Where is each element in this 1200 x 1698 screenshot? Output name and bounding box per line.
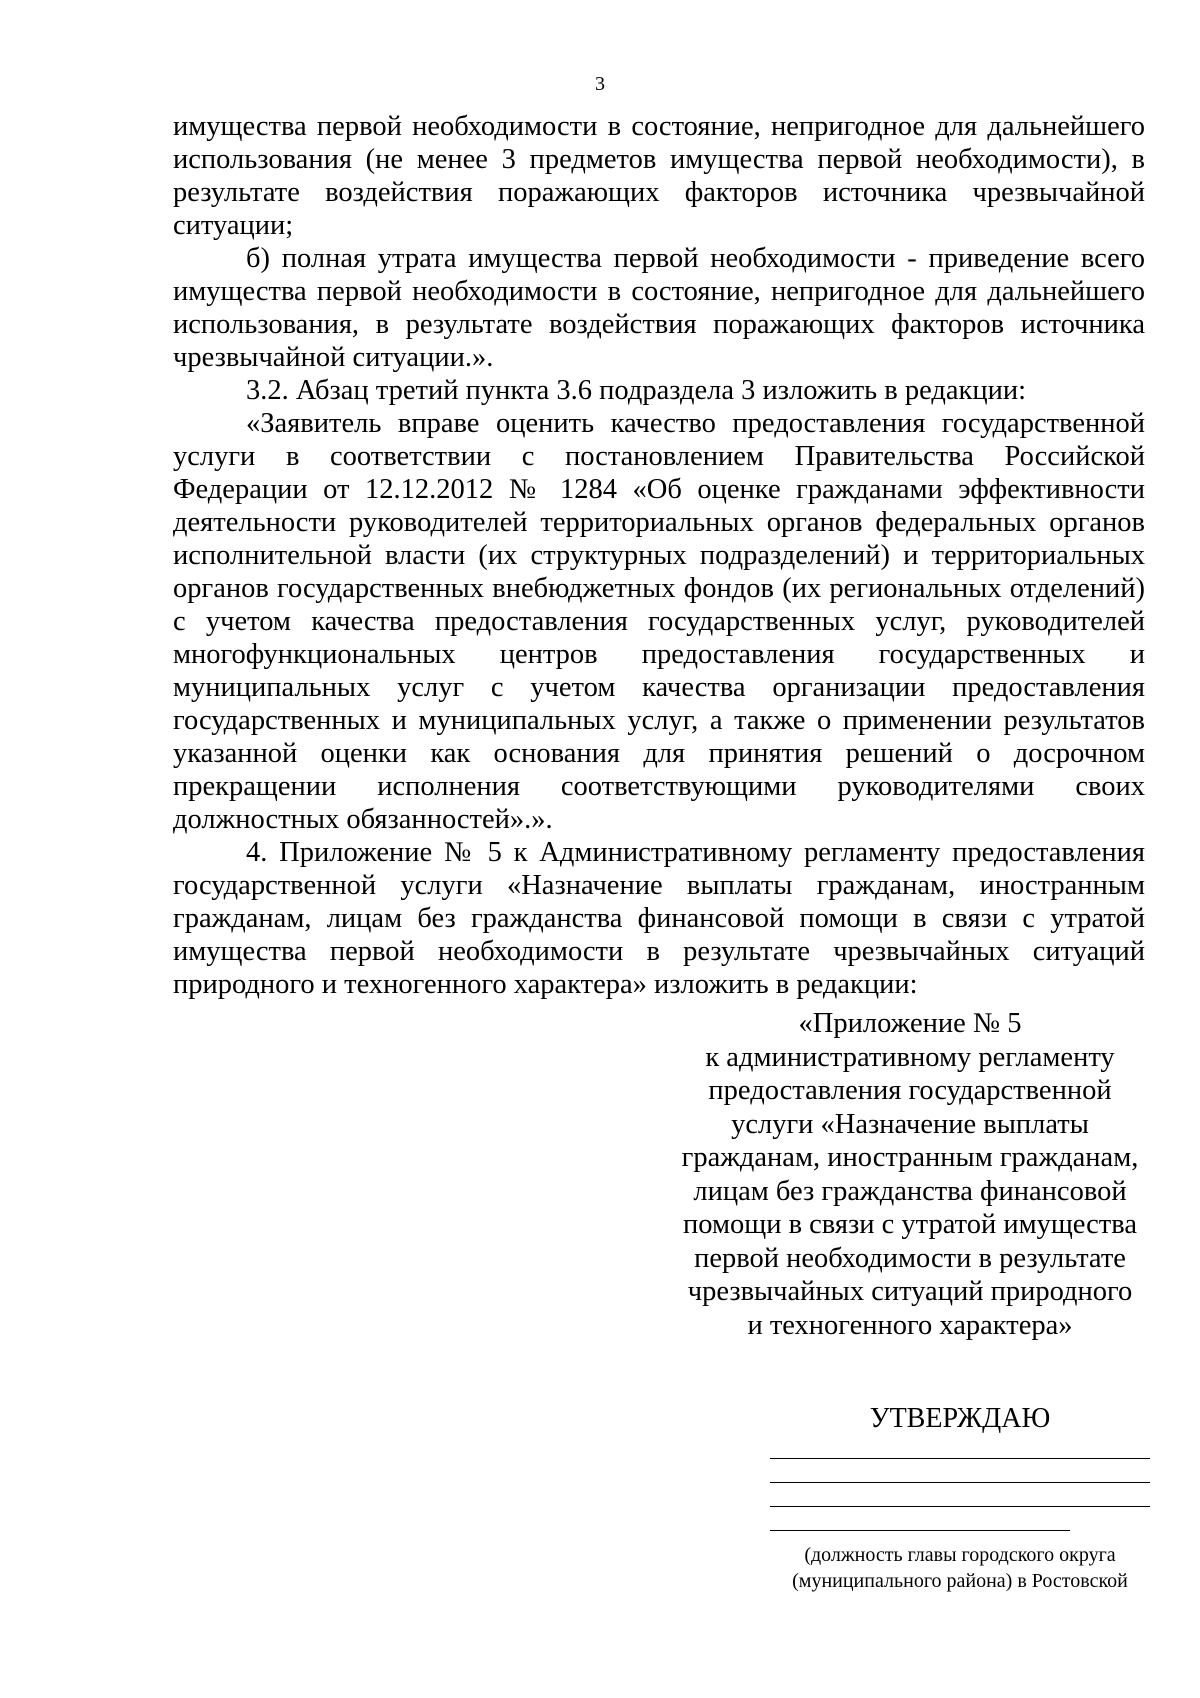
appendix-line: предоставления государственной: [708, 1075, 1112, 1106]
paragraph-3-2: 3.2. Абзац третий пункта 3.6 подраздела 3 изложить в редакции:: [246, 375, 1027, 406]
appendix-line: помощи в связи с утратой имущества: [683, 1209, 1137, 1240]
appendix-line: первой необходимости в результате: [694, 1242, 1126, 1274]
signature-caption: [770, 1542, 1150, 1594]
document-body: [173, 110, 1145, 1001]
appendix-line: лицам без гражданства финансовой: [693, 1175, 1127, 1207]
appendix-line: и техногенного характера»: [747, 1309, 1073, 1341]
approve-title: УТВЕРЖДАЮ: [869, 1403, 1051, 1434]
signature-line: [770, 1458, 1150, 1459]
signature-line: [770, 1506, 1150, 1507]
appendix-line: «Приложение № 5: [798, 1008, 1022, 1039]
signature-caption-line: (муниципального района) в Ростовской: [792, 1570, 1128, 1592]
appendix-line: услуги «Назначение выплаты: [731, 1108, 1089, 1140]
signature-line: [770, 1530, 1070, 1531]
paragraph-applicant-right: «Заявитель вправе оценить качество предоставления государственной услуги в соответствии с постановлением Правительства Российской Федерации от 12.12.2012 № 1284 «Об оценке гражданами эффективности деятельности руководителей территориальных органов федеральных органов исполнительной власти (их структурных подразделений) и территориальных органов государственных внебюджетных фондов (их региональных отделений) с учетом качества предоставления государственных услуг, руководителей многофункциональных центров предоставления государственных и муниципальных услуг с учетом качества организации предоставления государственных и муниципальных услуг, а также о применении результатов указанной оценки как основания для принятия решений о досрочном прекращении исполнения соответствующими руководителями своих должностных обязанностей».».: [173, 408, 1145, 835]
appendix-line: гражданам, иностранным гражданам,: [681, 1142, 1139, 1173]
signature-line: [770, 1482, 1150, 1483]
paragraph-4: 4. Приложение № 5 к Административному регламенту предоставления государственной услуги «Назначение выплаты гражданам, иностранным гражданам, лицам без гражданства финансовой помощи в связи с утратой имущества первой необходимости в результате чрезвычайных ситуаций природного и техногенного характера» изложить в редакции:: [173, 837, 1145, 1000]
appendix-header: [680, 1007, 1140, 1342]
appendix-line: чрезвычайных ситуаций природного: [687, 1276, 1133, 1307]
paragraph-item-b: б) полная утрата имущества первой необходимости - приведение всего имущества первой необходимости в состояние, непригодное для дальнейшего использования, в результате воздействия поражающих факторов источника чрезвычайной ситуации.».: [173, 243, 1145, 373]
page-number: 3: [595, 73, 605, 95]
signature-caption-line: (должность главы городского округа: [804, 1544, 1116, 1566]
paragraph-continuation: имущества первой необходимости в состояние, непригодное для дальнейшего использования (не менее 3 предметов имущества первой необходимости), в результате воздействия поражающих факторов источника чрезвычайной ситуации;: [173, 111, 1145, 241]
appendix-line: к административному регламенту: [705, 1041, 1115, 1073]
